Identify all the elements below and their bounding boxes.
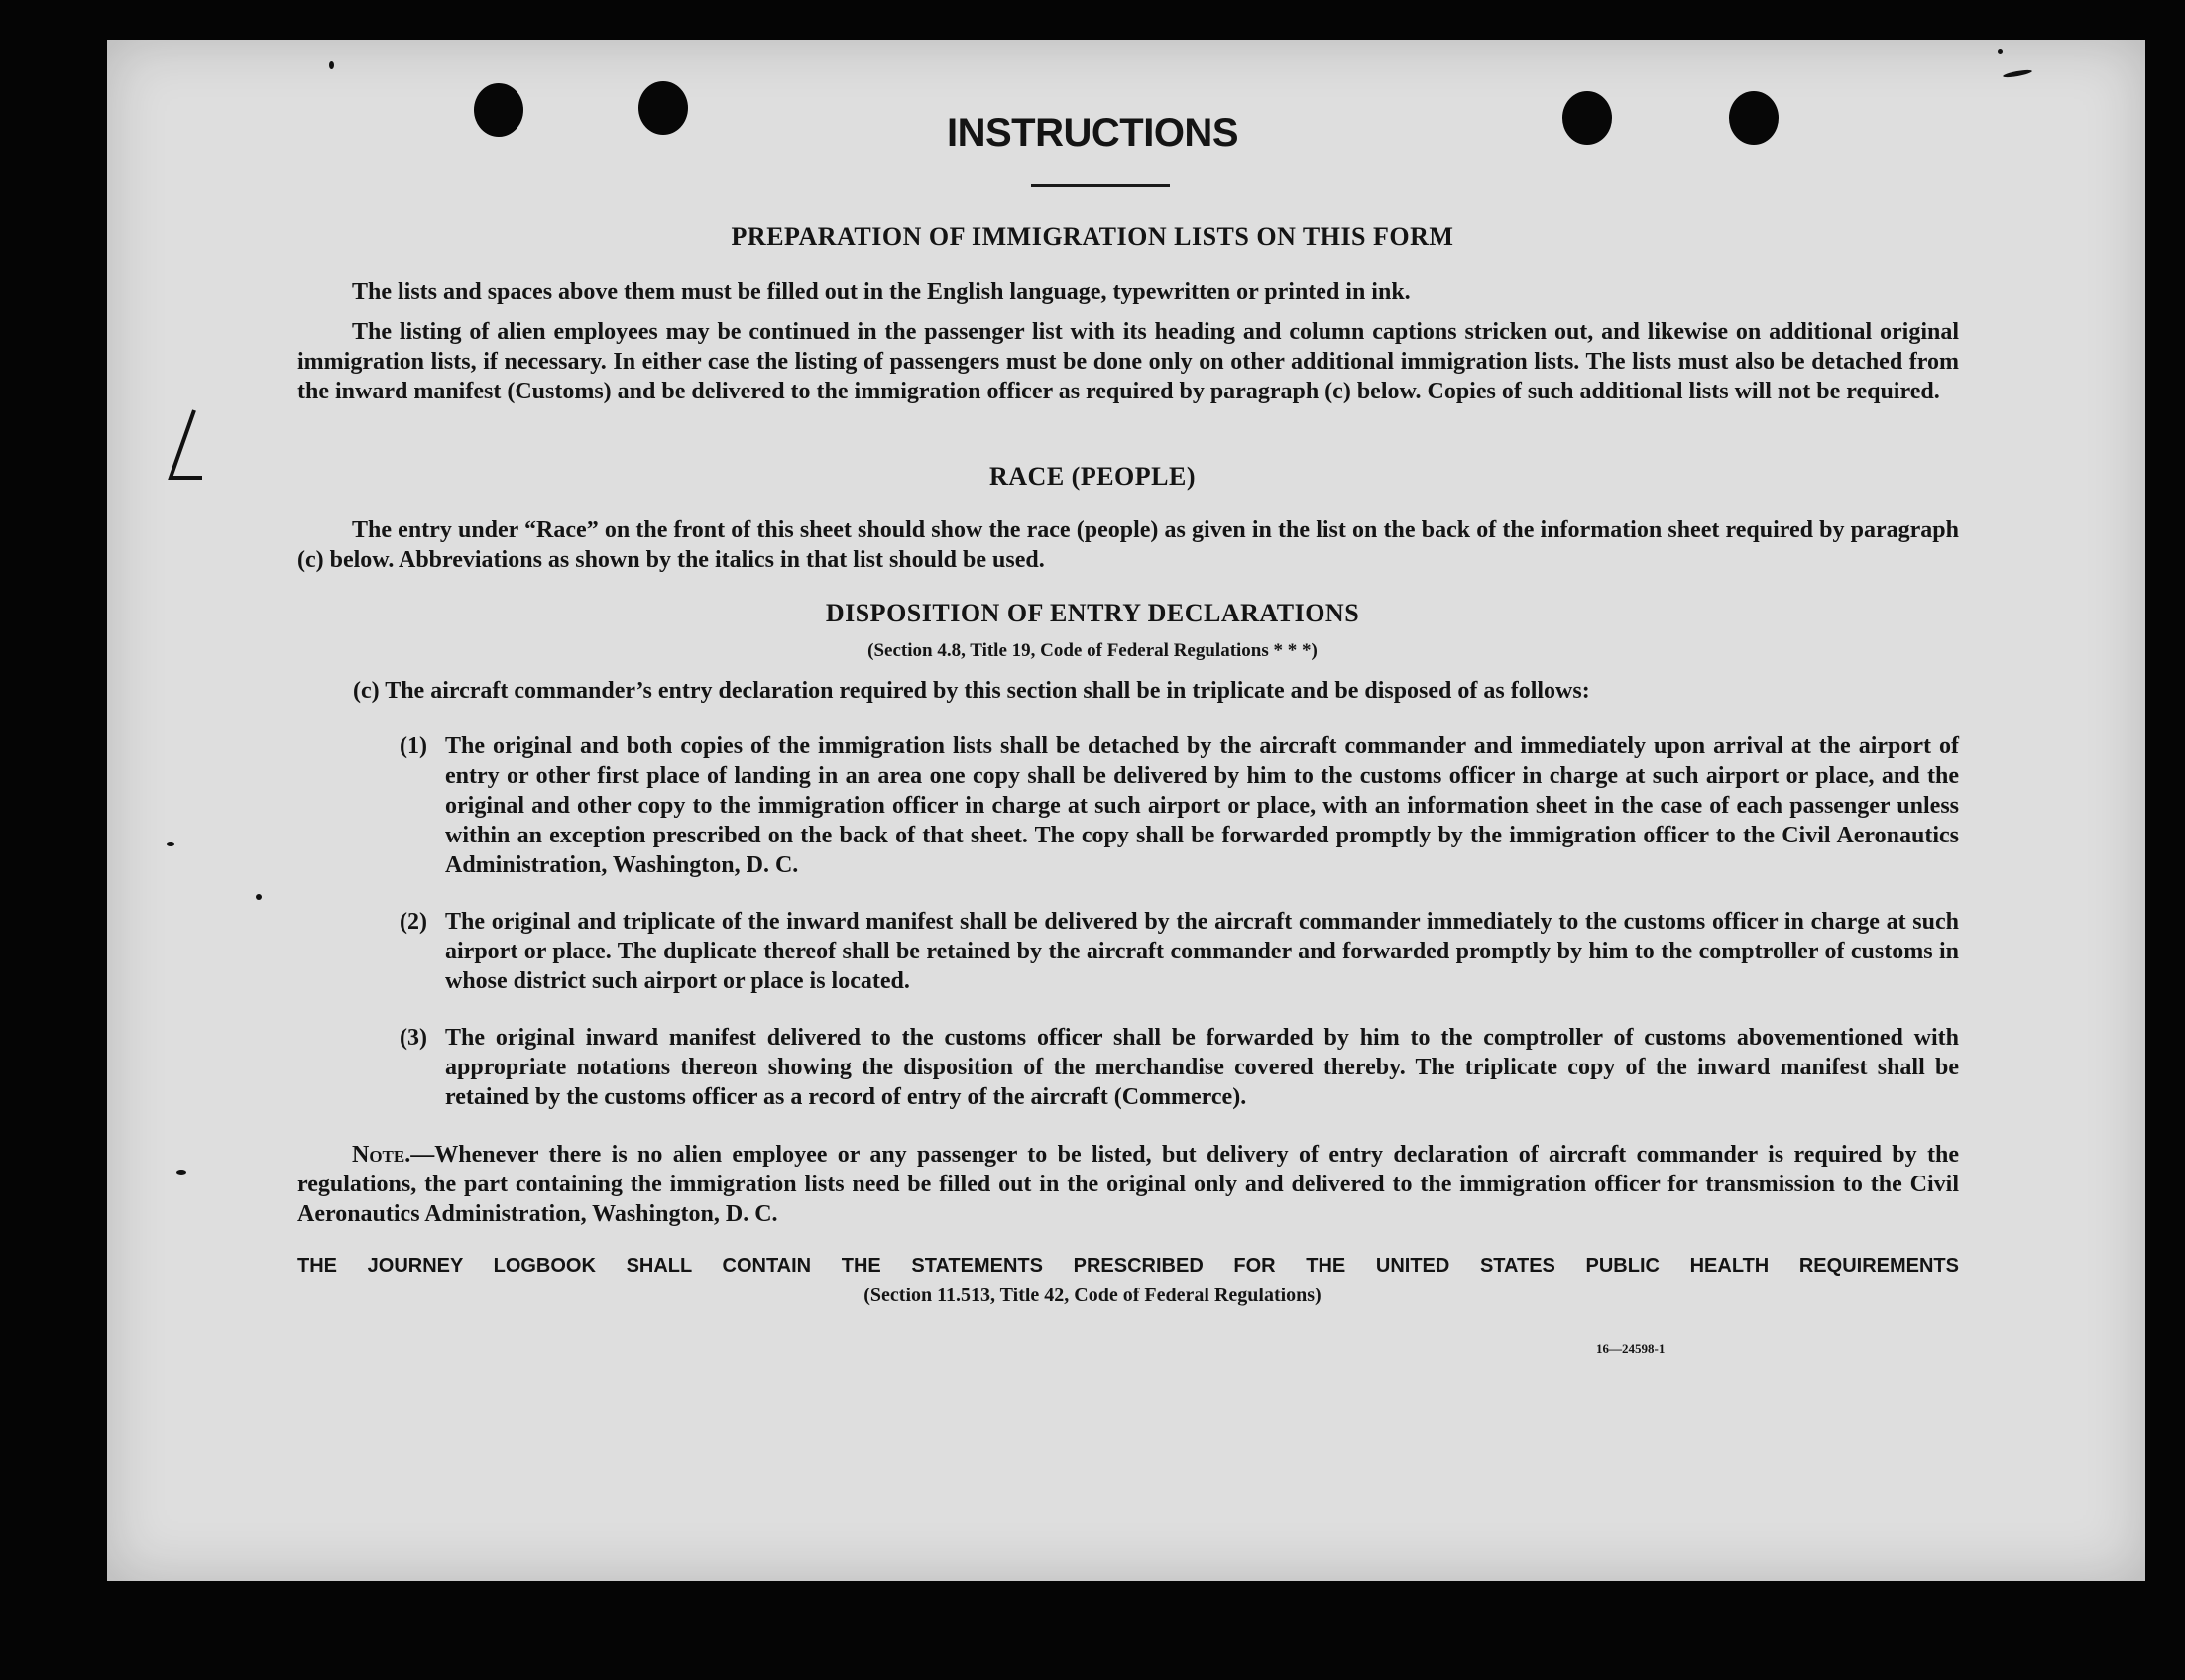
list-item-text: The original and both copies of the immigration lists shall be detached by the aircraft commander and immediately upon arrival at the airport of entry or other first place of landing in an area one copy shall be delivered by him to the customs officer in charge at such airport or place, and the original and other copy to the immigration officer in charge at such airport or place, with an information sheet in the case of each passenger unless within an exception prescribed on the back of that sheet. The copy shall be forwarded promptly by the immigration officer to the Civil Aeronautics Administration, Washington, D. C. bbox=[445, 733, 1959, 878]
race-body bbox=[297, 515, 1959, 575]
paragraph: The entry under “Race” on the front of this sheet should show the race (people) as given in the list on the back of the information sheet required by paragraph (c) below. Abbreviations as shown by the italics in that list should be used. bbox=[297, 517, 1959, 573]
section-heading-race: RACE (PEOPLE) bbox=[989, 462, 1196, 491]
speck bbox=[256, 894, 262, 900]
page-title: INSTRUCTIONS bbox=[947, 111, 1238, 155]
list-item-text: The original and triplicate of the inward manifest shall be delivered by the aircraft commander immediately to the customs officer in charge at such airport or place. The duplicate thereof shall be retained by the aircraft commander and forwarded promptly by him to the comptroller of customs in whose district such airport or place is located. bbox=[445, 909, 1959, 994]
section-heading-disposition: DISPOSITION OF ENTRY DECLARATIONS bbox=[825, 599, 1360, 627]
speck bbox=[176, 1170, 186, 1175]
speck bbox=[2003, 68, 2032, 78]
list-item bbox=[400, 731, 1959, 880]
speck bbox=[329, 61, 334, 69]
note-label: Note. bbox=[352, 1142, 411, 1168]
list-item-number: (3) bbox=[400, 1025, 427, 1051]
speck bbox=[167, 842, 174, 846]
paragraph: The listing of alien employees may be continued in the passenger list with its heading and column captions stricken out, and likewise on additional original immigration lists, if necessary. In either case the listing of passengers must be done only on other additional immigration lists. The lists must also be detached from the inward manifest (Customs) and be delivered to the immigration officer as required by paragraph (c) below. Copies of such additional lists will not be required. bbox=[297, 319, 1959, 404]
disposition-citation: (Section 4.8, Title 19, Code of Federal Regulations * * *) bbox=[867, 640, 1318, 661]
title-underline bbox=[1031, 184, 1170, 187]
list-item bbox=[400, 907, 1959, 996]
list-item-number: (2) bbox=[400, 909, 427, 935]
list-item bbox=[400, 1023, 1959, 1112]
public-health-heading: THE JOURNEY LOGBOOK SHALL CONTAIN THE STATEMENTS PRESCRIBED FOR THE UNITED STATES PUBLIC HEALTH REQUIREMENTS bbox=[297, 1255, 1959, 1277]
note-block bbox=[297, 1140, 1959, 1229]
speck bbox=[1998, 49, 2003, 54]
preparation-body bbox=[297, 278, 1959, 406]
form-number: 16—24598-1 bbox=[1596, 1341, 1666, 1356]
disposition-intro-block bbox=[297, 676, 1959, 706]
list-item-text: The original inward manifest delivered to the customs officer shall be forwarded by him to the comptroller of customs abovementioned with appropriate notations thereon showing the disposition of the merchandise covered thereby. The triplicate copy of the inward manifest shall be retained by the customs officer as a record of entry of the aircraft (Commerce). bbox=[445, 1025, 1959, 1110]
note-paragraph bbox=[297, 1140, 1959, 1229]
public-health-citation: (Section 11.513, Title 42, Code of Federal Regulations) bbox=[863, 1285, 1322, 1306]
paragraph: (c) The aircraft commander’s entry declaration required by this section shall be in triplicate and be disposed of as follows: bbox=[353, 678, 1590, 704]
section-heading-preparation: PREPARATION OF IMMIGRATION LISTS ON THIS FORM bbox=[731, 222, 1454, 251]
list-item-number: (1) bbox=[400, 733, 427, 759]
note-text: —Whenever there is no alien employee or any passenger to be listed, but delivery of entry declaration of aircraft commander is required by the regulations, the part containing the immigration lists need be filled out in the original only and delivered to the immigration officer for transmission to the Civil Aeronautics Administration, Washington, D. C. bbox=[297, 1142, 1959, 1227]
paragraph: The lists and spaces above them must be filled out in the English language, typewritten or printed in ink. bbox=[352, 280, 1411, 305]
